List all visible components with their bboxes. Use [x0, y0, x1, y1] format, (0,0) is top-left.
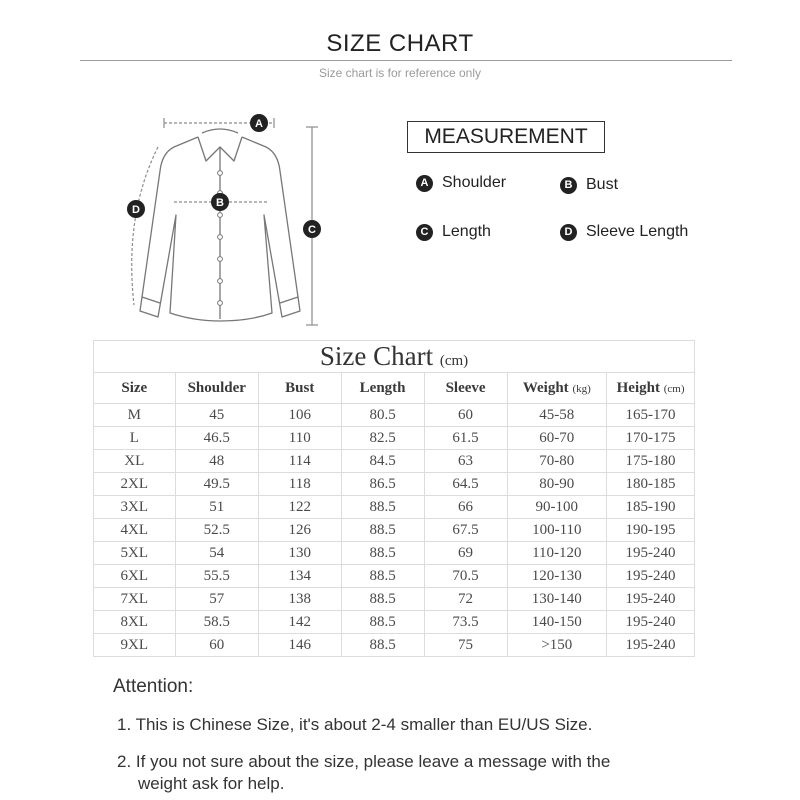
note-2: 2. If you not sure about the size, please leave a message with the — [117, 752, 611, 771]
table-cell: 52.5 — [175, 519, 258, 542]
table-cell: 175-180 — [607, 450, 695, 473]
table-cell: 106 — [258, 404, 341, 427]
table-cell: 9XL — [94, 634, 176, 657]
table-cell: 180-185 — [607, 473, 695, 496]
column-header — [258, 373, 341, 404]
table-cell: 165-170 — [607, 404, 695, 427]
table-cell: 88.5 — [341, 496, 424, 519]
table-row — [94, 519, 695, 542]
legend-label: Length — [442, 223, 491, 240]
table-row — [94, 496, 695, 519]
table-cell: 5XL — [94, 542, 176, 565]
table-cell: 110 — [258, 427, 341, 450]
table-cell: 126 — [258, 519, 341, 542]
table-cell: 130-140 — [507, 588, 607, 611]
table-cell: 8XL — [94, 611, 176, 634]
table-cell: 54 — [175, 542, 258, 565]
marker-b — [211, 193, 229, 211]
page-subtitle: Size chart is for reference only — [318, 66, 482, 80]
table-cell: 170-175 — [607, 427, 695, 450]
table-cell: 114 — [258, 450, 341, 473]
badge-b-icon: B — [560, 177, 577, 194]
table-cell: 122 — [258, 496, 341, 519]
column-header-label: Weight — [522, 379, 569, 396]
badge-c-icon: C — [416, 224, 433, 241]
table-cell: 88.5 — [341, 565, 424, 588]
table-cell: 6XL — [94, 565, 176, 588]
table-cell: 80.5 — [341, 404, 424, 427]
table-cell: 45-58 — [507, 404, 607, 427]
column-header-label: Height — [616, 379, 660, 396]
column-header — [607, 373, 695, 404]
legend-label: Sleeve Length — [586, 223, 689, 240]
table-cell: 49.5 — [175, 473, 258, 496]
column-header-unit: (cm) — [663, 382, 685, 395]
column-header-unit: (kg) — [572, 382, 591, 395]
table-cell: 73.5 — [424, 611, 507, 634]
table-cell: 72 — [424, 588, 507, 611]
table-cell: 61.5 — [424, 427, 507, 450]
table-caption-row — [94, 341, 695, 373]
table-cell: 86.5 — [341, 473, 424, 496]
table-cell: >150 — [507, 634, 607, 657]
table-cell: 195-240 — [607, 542, 695, 565]
table-cell: 195-240 — [607, 588, 695, 611]
table-cell: 70.5 — [424, 565, 507, 588]
table-cell: 82.5 — [341, 427, 424, 450]
table-row — [94, 542, 695, 565]
table-cell: 142 — [258, 611, 341, 634]
table-cell: 80-90 — [507, 473, 607, 496]
table-cell: 51 — [175, 496, 258, 519]
table-cell: 66 — [424, 496, 507, 519]
table-cell: 100-110 — [507, 519, 607, 542]
svg-text:D: D — [132, 204, 140, 216]
table-cell: 146 — [258, 634, 341, 657]
table-cell: 45 — [175, 404, 258, 427]
table-cell: 195-240 — [607, 634, 695, 657]
table-cell: 46.5 — [175, 427, 258, 450]
svg-text:B: B — [216, 197, 224, 209]
table-cell: 185-190 — [607, 496, 695, 519]
table-cell: M — [94, 404, 176, 427]
table-cell: 138 — [258, 588, 341, 611]
table-cell: 55.5 — [175, 565, 258, 588]
table-cell: 2XL — [94, 473, 176, 496]
table-header-row — [94, 373, 695, 404]
column-header-label: Size — [121, 379, 148, 396]
table-cell: 60-70 — [507, 427, 607, 450]
table-cell: 190-195 — [607, 519, 695, 542]
table-row — [94, 634, 695, 657]
table-cell: 63 — [424, 450, 507, 473]
column-header-label: Bust — [285, 379, 315, 396]
table-cell: 140-150 — [507, 611, 607, 634]
legend-shoulder — [416, 174, 506, 192]
table-cell: 88.5 — [341, 519, 424, 542]
marker-d — [127, 200, 145, 218]
note-1: 1. This is Chinese Size, it's about 2-4 smaller than EU/US Size. — [117, 715, 593, 734]
attention-heading: Attention: — [113, 676, 194, 697]
table-cell: 4XL — [94, 519, 176, 542]
table-cell: 60 — [424, 404, 507, 427]
table-cell: 3XL — [94, 496, 176, 519]
column-header-label: Length — [359, 379, 406, 396]
badge-a-icon: A — [416, 175, 433, 192]
table-caption — [94, 341, 695, 373]
legend-label: Bust — [586, 176, 619, 193]
svg-text:C: C — [308, 224, 316, 236]
table-cell: 75 — [424, 634, 507, 657]
table-cell: 118 — [258, 473, 341, 496]
column-header — [94, 373, 176, 404]
column-header-label: Sleeve — [445, 379, 486, 396]
table-cell: 120-130 — [507, 565, 607, 588]
table-cell: 64.5 — [424, 473, 507, 496]
marker-a — [250, 114, 268, 132]
table-row — [94, 473, 695, 496]
table-cell: 195-240 — [607, 611, 695, 634]
size-chart-table — [93, 340, 695, 657]
table-cell: 88.5 — [341, 634, 424, 657]
measurement-heading: MEASUREMENT — [407, 121, 605, 153]
legend-sleeve-length — [560, 223, 688, 241]
table-cell: 60 — [175, 634, 258, 657]
table-cell: 7XL — [94, 588, 176, 611]
note-2-continued: weight ask for help. — [138, 774, 285, 793]
column-header — [424, 373, 507, 404]
shirt-diagram — [110, 105, 350, 335]
column-header — [507, 373, 607, 404]
table-cell: XL — [94, 450, 176, 473]
table-row — [94, 450, 695, 473]
table-row — [94, 588, 695, 611]
page-title: SIZE CHART — [326, 30, 474, 57]
table-cell: 57 — [175, 588, 258, 611]
table-cell: 90-100 — [507, 496, 607, 519]
marker-c — [303, 220, 321, 238]
table-cell: 110-120 — [507, 542, 607, 565]
table-cell: 88.5 — [341, 542, 424, 565]
column-header — [341, 373, 424, 404]
table-row — [94, 427, 695, 450]
table-cell: 195-240 — [607, 565, 695, 588]
table-cell: 130 — [258, 542, 341, 565]
table-cell: 88.5 — [341, 611, 424, 634]
table-cell: 88.5 — [341, 588, 424, 611]
table-caption-unit: (cm) — [439, 353, 469, 369]
table-row — [94, 611, 695, 634]
svg-text:A: A — [255, 118, 263, 130]
table-cell: 58.5 — [175, 611, 258, 634]
table-row — [94, 404, 695, 427]
column-header — [175, 373, 258, 404]
table-row — [94, 565, 695, 588]
title-divider — [80, 60, 732, 61]
table-cell: 134 — [258, 565, 341, 588]
table-cell: L — [94, 427, 176, 450]
table-cell: 67.5 — [424, 519, 507, 542]
legend-bust — [560, 176, 618, 194]
table-cell: 84.5 — [341, 450, 424, 473]
column-header-label: Shoulder — [187, 379, 246, 396]
table-cell: 70-80 — [507, 450, 607, 473]
table-cell: 48 — [175, 450, 258, 473]
legend-length — [416, 223, 491, 241]
badge-d-icon: D — [560, 224, 577, 241]
table-cell: 69 — [424, 542, 507, 565]
legend-label: Shoulder — [442, 174, 507, 191]
table-caption-text: Size Chart — [319, 341, 434, 371]
